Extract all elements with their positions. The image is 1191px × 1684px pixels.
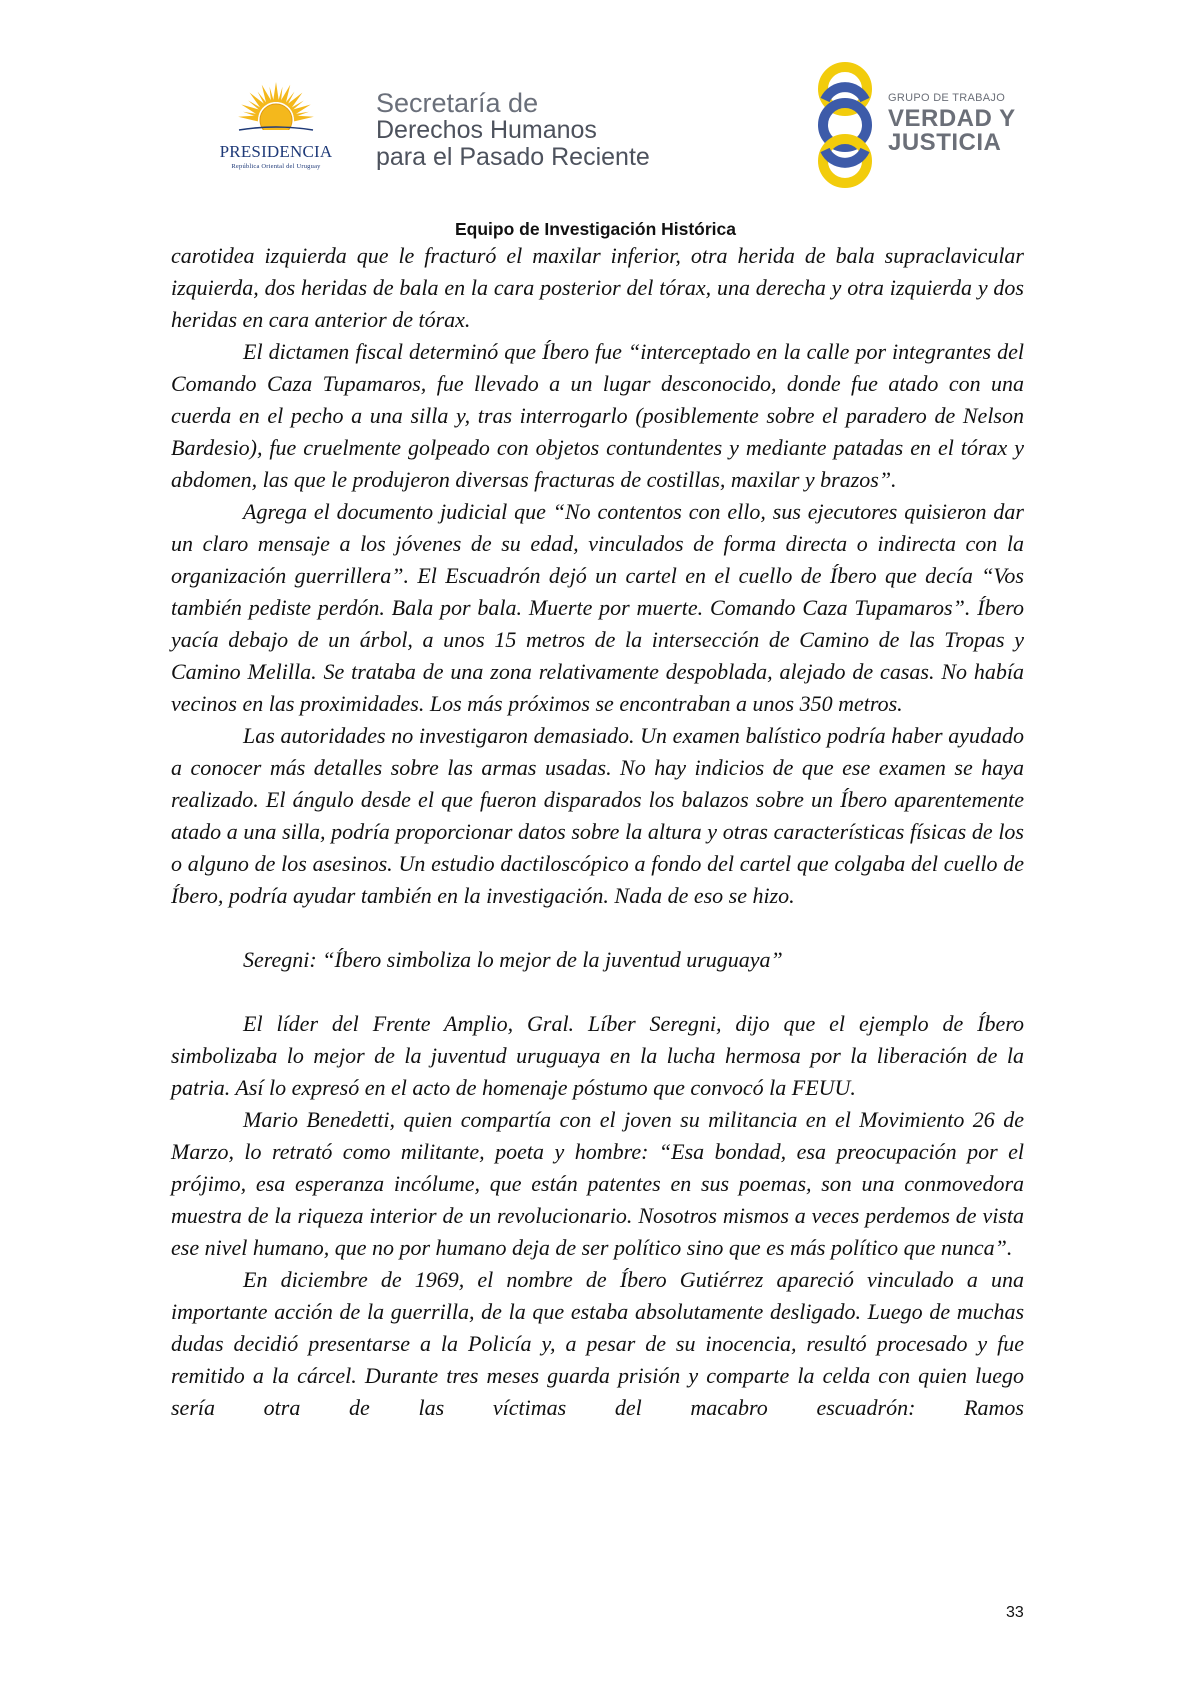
- verdad-justicia-logo: [810, 62, 1030, 192]
- interlocked-rings-icon: [810, 62, 880, 188]
- secretaria-title: [376, 90, 650, 171]
- document-body: [171, 240, 1024, 1424]
- section-heading: Seregni: “Íbero simboliza lo mejor de la juventud uruguaya”: [243, 947, 783, 972]
- presidencia-logo: [196, 80, 356, 180]
- paragraph-1: carotidea izquierda que le fracturó el maxilar inferior, otra herida de bala supraclavicular izquierda, dos heridas de bala en la cara posterior del tórax, una derecha y otra izquierda y dos heridas en cara anterior de tórax.: [171, 243, 1024, 332]
- sun-emblem-icon: [231, 80, 321, 144]
- paragraph-5: El líder del Frente Amplio, Gral. Líber Seregni, dijo que el ejemplo de Íbero simbolizaba lo mejor de la juventud uruguaya en la lucha hermosa por la liberación de la patria. Así lo expresó en el acto de homenaje póstumo que convocó la FEUU.: [171, 1011, 1024, 1100]
- secretaria-line-3: para el Pasado Reciente: [376, 143, 650, 171]
- grupo-title-line-2: JUSTICIA: [888, 129, 1002, 156]
- paragraph-6: Mario Benedetti, quien compartía con el joven su militancia en el Movimiento 26 de Marzo, lo retrató como militante, poeta y hombre: “Esa bondad, esa preocupación por el prójimo, esa esperanza incólume, que están patentes en sus poemas, son una conmovedora muestra de la riqueza interior de un revolucionario. Nosotros mismos a veces perdemos de vista ese nivel humano, que no por humano deja de ser político sino que es más político que nunca”.: [171, 1107, 1024, 1260]
- secretaria-line-2: Derechos Humanos: [376, 116, 597, 144]
- presidencia-name: PRESIDENCIA: [219, 142, 333, 161]
- secretaria-line-1: Secretaría de: [376, 88, 539, 118]
- page-header: [0, 0, 1191, 239]
- page-number: 33: [1006, 1604, 1024, 1621]
- paragraph-3: Agrega el documento judicial que “No contentos con ello, sus ejecutores quisieron dar un claro mensaje a los jóvenes de su edad, vinculados de forma directa o indirecta con la organización guerrillera”. El Escuadrón dejó un cartel en el cuello de Íbero que decía “Vos también pediste perdón. Bala por bala. Muerte por muerte. Comando Caza Tupamaros”. Íbero yacía debajo de un árbol, a unos 15 metros de la intersección de Camino de las Tropas y Camino Melilla. Se trataba de una zona relativamente despoblada, alejado de casas. No había vecinos en las proximidades. Los más próximos se encontraban a unos 350 metros.: [171, 499, 1024, 716]
- paragraph-7: En diciembre de 1969, el nombre de Íbero Gutiérrez apareció vinculado a una importante acción de la guerrilla, de la que estaba absolutamente desligado. Luego de muchas dudas decidió presentarse a la Policía y, a pesar de su inocencia, resultó procesado y fue remitido a la cárcel. Durante tres meses guarda prisión y comparte la celda con quien luego sería otra de las víctimas del macabro escuadrón: Ramos: [171, 1267, 1024, 1420]
- grupo-title-line-1: VERDAD Y: [888, 105, 1016, 132]
- paragraph-2: El dictamen fiscal determinó que Íbero fue “interceptado en la calle por integrantes del Comando Caza Tupamaros, fue llevado a un lugar desconocido, donde fue atado con una cuerda en el pecho a una silla y, tras interrogarlo (posiblemente sobre el paradero de Nelson Bardesio), fue cruelmente golpeado con objetos contundentes y mediante patadas en el tórax y abdomen, las que le produjeron diversas fracturas de costillas, maxilar y brazos”.: [171, 339, 1024, 492]
- team-title: Equipo de Investigación Histórica: [454, 219, 737, 239]
- grupo-subtitle: GRUPO DE TRABAJO: [888, 92, 1006, 104]
- paragraph-4: Las autoridades no investigaron demasiado. Un examen balístico podría haber ayudado a conocer más detalles sobre las armas usadas. No hay indicios de que ese examen se haya realizado. El ángulo desde el que fueron disparados los balazos sobre un Íbero aparentemente atado a una silla, podría proporcionar datos sobre la altura y otras características físicas de los o alguno de los asesinos. Un estudio dactiloscópico a fondo del cartel que colgaba del cuello de Íbero, podría ayudar también en la investigación. Nada de eso se hizo.: [171, 723, 1024, 908]
- spacer: [171, 912, 1024, 944]
- presidencia-subtitle: República Oriental del Uruguay: [231, 163, 321, 170]
- spacer: [171, 976, 1024, 1008]
